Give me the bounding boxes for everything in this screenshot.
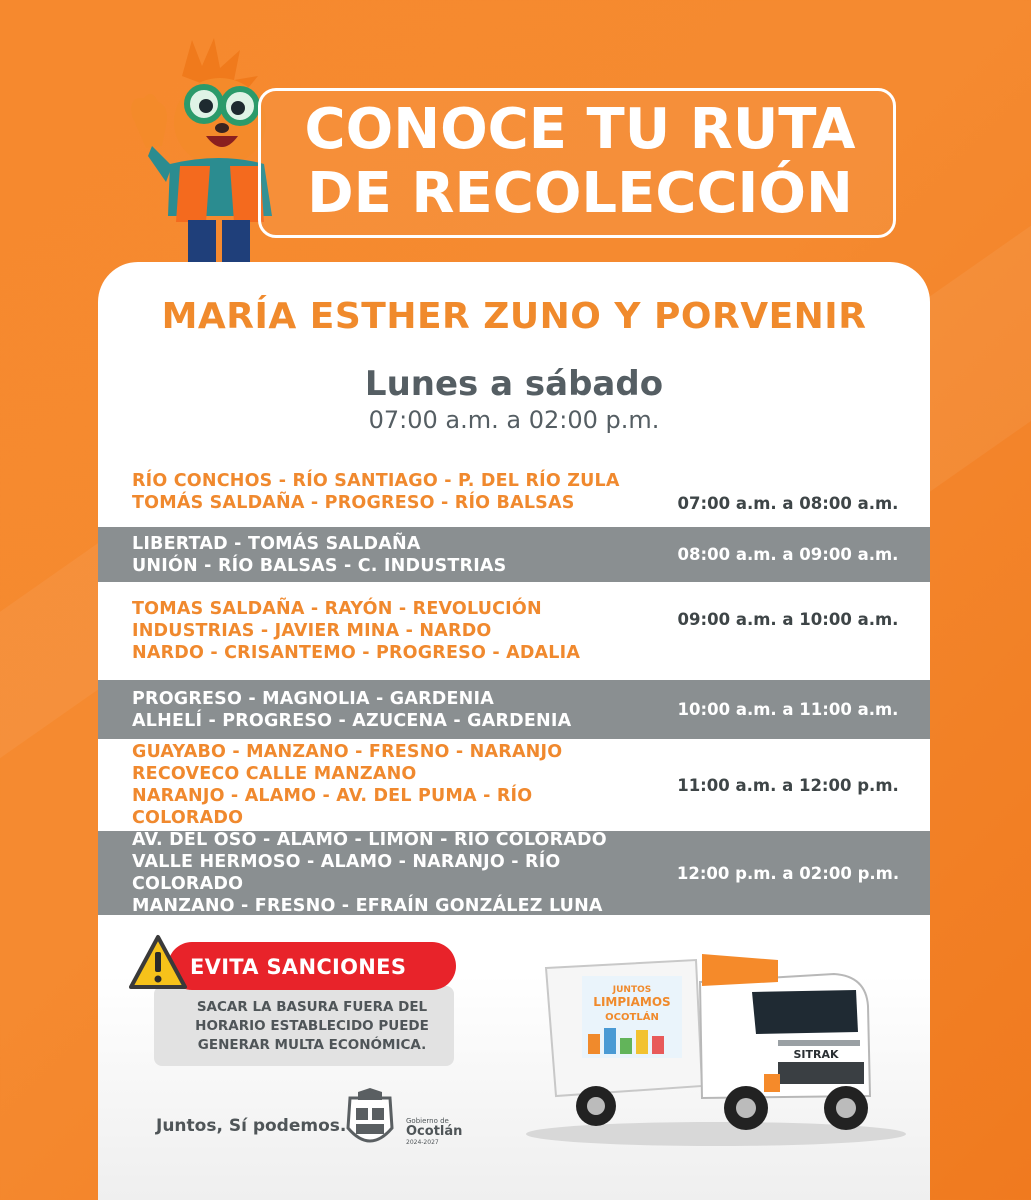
- street-line: VALLE HERMOSO - ALAMO - NARANJO - RÍO COLORADO: [132, 852, 561, 894]
- title-line-2: DE RECOLECCIÓN: [307, 161, 853, 226]
- row-streets: [98, 829, 646, 917]
- warning-message: [170, 998, 454, 1055]
- seal-name: Ocotlán: [406, 1124, 463, 1139]
- garbage-truck-illustration: [516, 946, 916, 1146]
- warning-line: GENERAR MULTA ECONÓMICA.: [197, 1037, 427, 1053]
- warning-triangle-icon: [128, 934, 188, 992]
- street-line: TOMÁS SALDAÑA - PROGRESO - RÍO BALSAS: [132, 493, 575, 513]
- warning-title: EVITA SANCIONES: [190, 955, 407, 979]
- street-line: LIBERTAD - TOMÁS SALDAÑA: [132, 533, 421, 554]
- street-line: UNIÓN - RÍO BALSAS - C. INDUSTRIAS: [132, 555, 507, 576]
- municipal-seal-icon: [340, 1088, 400, 1154]
- row-time: 10:00 a.m. a 11:00 a.m.: [677, 700, 899, 719]
- truck-side-line-3: OCOTLÁN: [605, 1012, 659, 1023]
- schedule-row: [98, 458, 930, 526]
- street-line: ALHELÍ - PROGRESO - AZUCENA - GARDENIA: [132, 710, 572, 731]
- street-line: PROGRESO - MAGNOLIA - GARDENIA: [132, 688, 494, 709]
- warning-line: HORARIO ESTABLECIDO PUEDE: [195, 1018, 429, 1034]
- street-line: MANZANO - FRESNO - EFRAÍN GONZÁLEZ LUNA: [132, 896, 603, 916]
- title-line-1: CONOCE TU RUTA: [304, 97, 856, 162]
- seal-years: 2024-2027: [406, 1139, 439, 1146]
- route-hours: 07:00 a.m. a 02:00 p.m.: [368, 406, 660, 434]
- slogan: Juntos, Sí podemos.: [156, 1116, 347, 1136]
- row-time: 08:00 a.m. a 09:00 a.m.: [677, 545, 899, 564]
- street-line: NARDO - CRISANTEMO - PROGRESO - ADALIA: [132, 643, 581, 663]
- schedule-row: [98, 527, 930, 582]
- schedule-row: [98, 680, 930, 739]
- route-days: Lunes a sábado: [364, 364, 664, 404]
- row-streets: [98, 598, 646, 664]
- warning-line: SACAR LA BASURA FUERA DEL: [196, 999, 428, 1015]
- row-streets: [98, 533, 646, 577]
- row-time: 07:00 a.m. a 08:00 a.m.: [677, 493, 899, 513]
- row-streets: [98, 470, 646, 514]
- row-streets: [98, 688, 646, 732]
- schedule-row: [98, 742, 930, 828]
- seal-caption: Gobierno de: [406, 1117, 449, 1125]
- row-time: 09:00 a.m. a 10:00 a.m.: [677, 609, 899, 629]
- street-line: NARANJO - ALAMO - AV. DEL PUMA - RÍO COLORADO: [132, 786, 533, 828]
- street-line: GUAYABO - MANZANO - FRESNO - NARANJO: [132, 742, 563, 762]
- truck-side-line-2: LIMPIAMOS: [593, 995, 671, 1009]
- schedule-row: [98, 585, 930, 677]
- row-time: 11:00 a.m. a 12:00 p.m.: [677, 775, 899, 795]
- truck-brand: SITRAK: [793, 1048, 839, 1061]
- truck-side-line-1: JUNTOS: [612, 985, 652, 995]
- street-line: INDUSTRIAS - JAVIER MINA - NARDO: [132, 621, 492, 641]
- row-streets: [98, 741, 646, 829]
- street-line: RECOVECO CALLE MANZANO: [132, 764, 417, 784]
- street-line: TOMAS SALDAÑA - RAYÓN - REVOLUCIÓN: [132, 599, 542, 619]
- street-line: AV. DEL OSO - ALAMO - LIMÓN - RÍO COLORADO: [132, 830, 607, 850]
- schedule-row: [98, 831, 930, 915]
- street-line: RÍO CONCHOS - RÍO SANTIAGO - P. DEL RÍO ZULA: [132, 471, 620, 491]
- row-time: 12:00 p.m. a 02:00 p.m.: [676, 863, 900, 883]
- route-name: MARÍA ESTHER ZUNO Y PORVENIR: [161, 296, 867, 337]
- page-title: [280, 98, 880, 226]
